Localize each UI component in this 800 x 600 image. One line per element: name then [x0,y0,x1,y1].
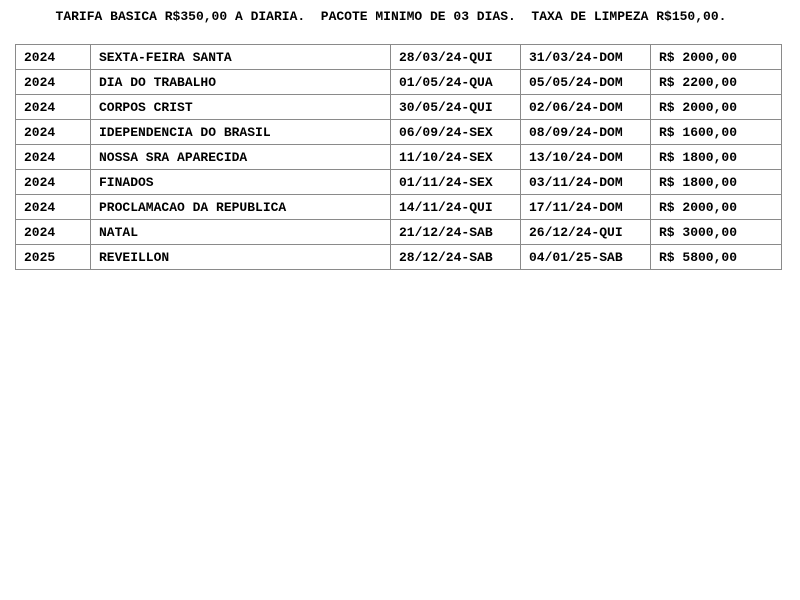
table-row [16,195,782,220]
table-row [16,170,782,195]
holiday-cell: PROCLAMACAO DA REPUBLICA [91,195,391,220]
start-date-cell: 21/12/24-SAB [391,220,521,245]
holiday-cell: DIA DO TRABALHO [91,70,391,95]
end-date-cell: 31/03/24-DOM [521,45,651,70]
year-cell: 2025 [16,245,91,270]
holiday-cell: IDEPENDENCIA DO BRASIL [91,120,391,145]
end-date-cell: 02/06/24-DOM [521,95,651,120]
price-cell: R$ 5800,00 [651,245,782,270]
holiday-cell: REVEILLON [91,245,391,270]
year-cell: 2024 [16,45,91,70]
year-cell: 2024 [16,70,91,95]
end-date-cell: 17/11/24-DOM [521,195,651,220]
table-row [16,145,782,170]
table-row [16,220,782,245]
end-date-cell: 05/05/24-DOM [521,70,651,95]
start-date-cell: 28/03/24-QUI [391,45,521,70]
price-cell: R$ 2000,00 [651,45,782,70]
start-date-cell: 30/05/24-QUI [391,95,521,120]
price-cell: R$ 1600,00 [651,120,782,145]
end-date-cell: 03/11/24-DOM [521,170,651,195]
end-date-cell: 26/12/24-QUI [521,220,651,245]
price-cell: R$ 3000,00 [651,220,782,245]
holiday-cell: NATAL [91,220,391,245]
year-cell: 2024 [16,195,91,220]
year-cell: 2024 [16,170,91,195]
price-cell: R$ 2200,00 [651,70,782,95]
end-date-cell: 13/10/24-DOM [521,145,651,170]
table-row [16,45,782,70]
price-cell: R$ 1800,00 [651,170,782,195]
holiday-cell: SEXTA-FEIRA SANTA [91,45,391,70]
holiday-cell: FINADOS [91,170,391,195]
holiday-cell: NOSSA SRA APARECIDA [91,145,391,170]
price-cell: R$ 2000,00 [651,95,782,120]
price-cell: R$ 1800,00 [651,145,782,170]
table-row [16,120,782,145]
rates-header: TARIFA BASICA R$350,00 A DIARIA. PACOTE MINIMO DE 03 DIAS. TAXA DE LIMPEZA R$150,00. [55,9,727,24]
start-date-cell: 28/12/24-SAB [391,245,521,270]
year-cell: 2024 [16,95,91,120]
year-cell: 2024 [16,145,91,170]
holiday-cell: CORPOS CRIST [91,95,391,120]
start-date-cell: 11/10/24-SEX [391,145,521,170]
table-row [16,245,782,270]
year-cell: 2024 [16,220,91,245]
holiday-rates-table [15,44,782,270]
start-date-cell: 01/11/24-SEX [391,170,521,195]
start-date-cell: 01/05/24-QUA [391,70,521,95]
table-row [16,95,782,120]
price-cell: R$ 2000,00 [651,195,782,220]
year-cell: 2024 [16,120,91,145]
start-date-cell: 14/11/24-QUI [391,195,521,220]
table-row [16,70,782,95]
end-date-cell: 08/09/24-DOM [521,120,651,145]
end-date-cell: 04/01/25-SAB [521,245,651,270]
start-date-cell: 06/09/24-SEX [391,120,521,145]
